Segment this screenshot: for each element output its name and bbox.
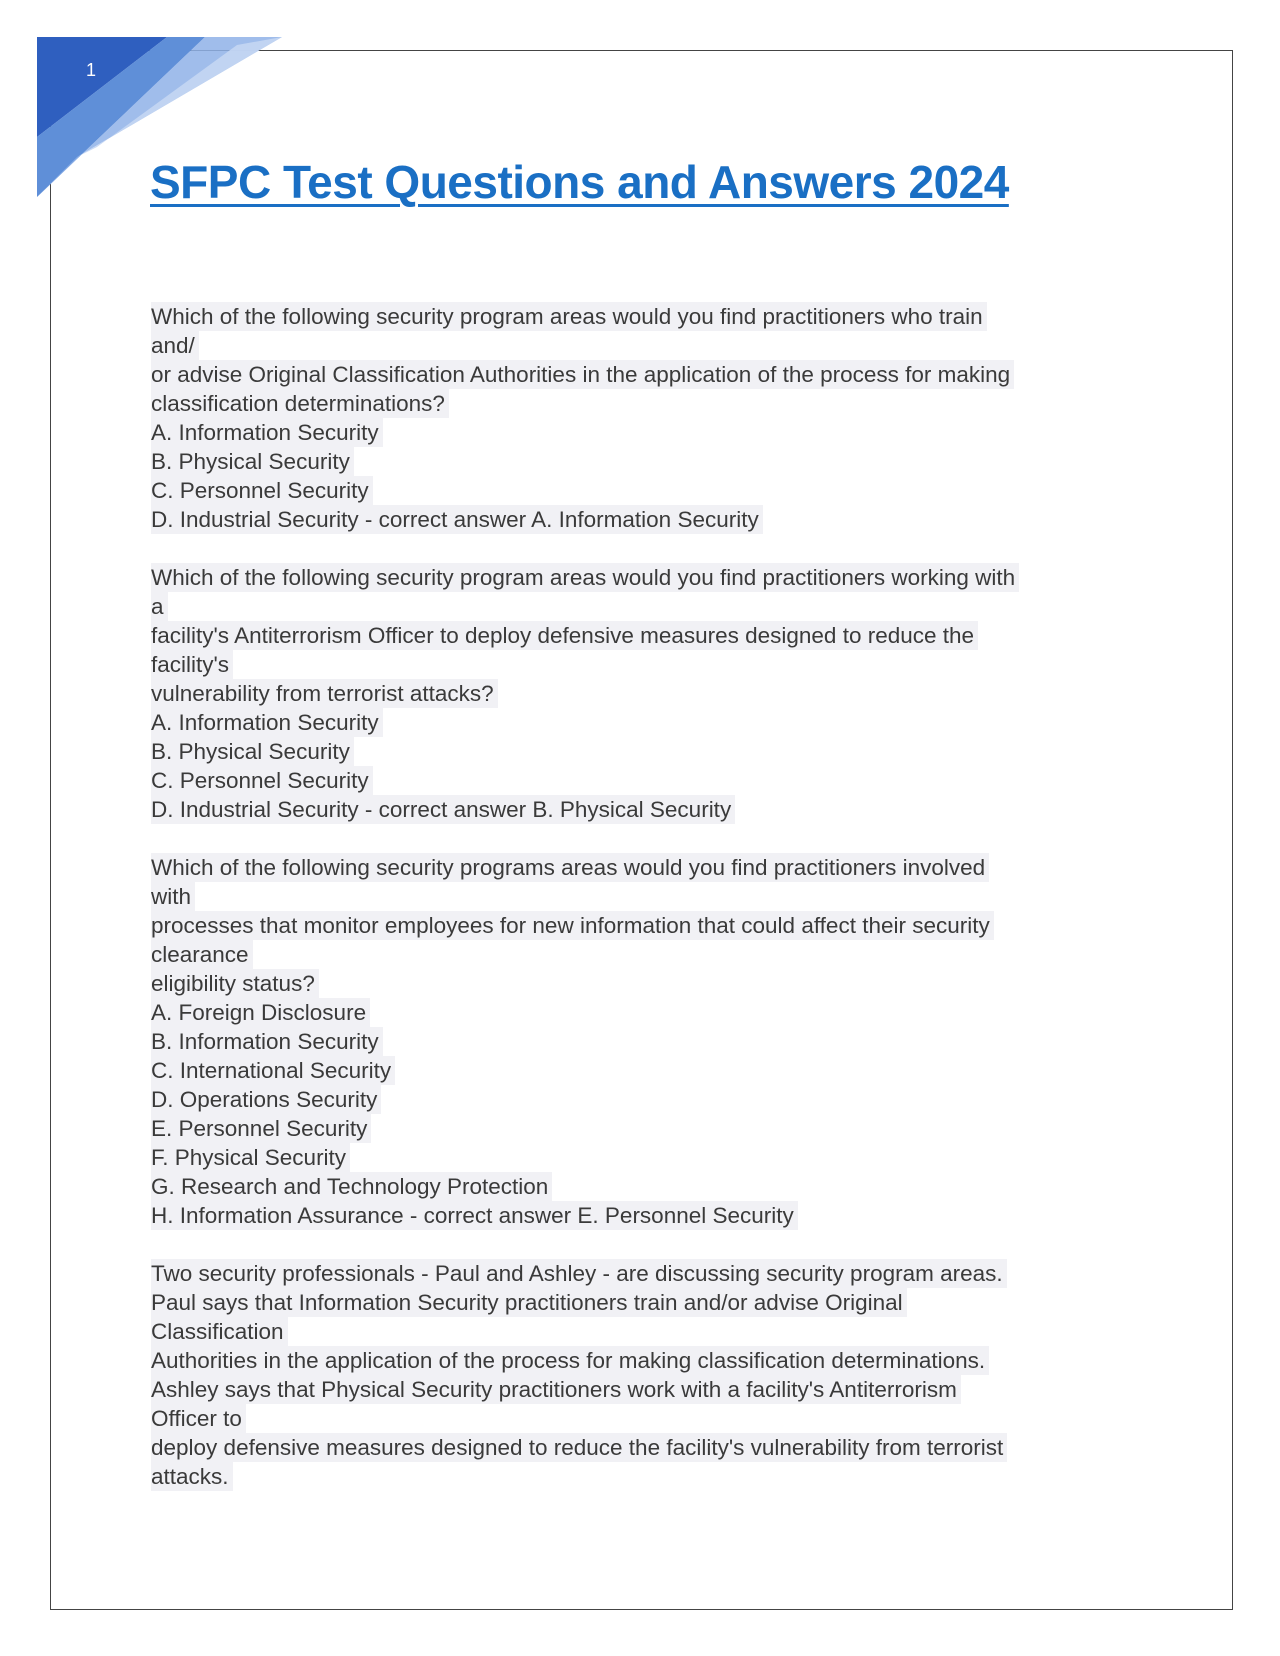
text-line: or advise Original Classification Authorities in the application of the process for making [151,360,1014,389]
text-line: Which of the following security program areas would you find practitioners working with [151,563,1019,592]
text-line: Authorities in the application of the process for making classification determinations. [151,1346,989,1375]
text-line: clearance [151,940,253,969]
document-body [151,302,1151,1520]
text-line: eligibility status? [151,969,319,998]
answer-option-correct: D. Industrial Security - correct answer A. Information Security [151,505,763,534]
text-line: Paul says that Information Security practitioners train and/or advise Original [151,1288,907,1317]
question-block-2 [151,563,1151,824]
text-line: deploy defensive measures designed to reduce the facility's vulnerability from terrorist [151,1433,1007,1462]
text-line: and/ [151,331,199,360]
question-block-1 [151,302,1151,534]
answer-option: G. Research and Technology Protection [151,1172,552,1201]
text-line: attacks. [151,1462,233,1491]
page-number: 1 [86,60,97,80]
answer-option: B. Physical Security [151,737,354,766]
text-line: Which of the following security program areas would you find practitioners who train [151,302,987,331]
answer-option: A. Foreign Disclosure [151,998,370,1027]
text-line: with [151,882,195,911]
answer-option: E. Personnel Security [151,1114,371,1143]
text-line: a [151,592,168,621]
answer-option: C. International Security [151,1056,395,1085]
answer-option: B. Physical Security [151,447,354,476]
answer-option: C. Personnel Security [151,476,373,505]
answer-option: D. Operations Security [151,1085,381,1114]
text-line: processes that monitor employees for new information that could affect their security [151,911,994,940]
answer-option-correct: H. Information Assurance - correct answer E. Personnel Security [151,1201,798,1230]
answer-option: B. Information Security [151,1027,383,1056]
answer-option: A. Information Security [151,708,383,737]
text-line: Which of the following security programs areas would you find practitioners involved [151,853,989,882]
answer-option: F. Physical Security [151,1143,350,1172]
document-title: SFPC Test Questions and Answers 2024 [150,156,1009,208]
text-line: vulnerability from terrorist attacks? [151,679,498,708]
question-block-4 [151,1259,1151,1491]
text-line: Ashley says that Physical Security practitioners work with a facility's Antiterrorism [151,1375,961,1404]
text-line: Classification [151,1317,288,1346]
text-line: facility's Antiterrorism Officer to deploy defensive measures designed to reduce the [151,621,978,650]
question-block-3 [151,853,1151,1230]
answer-option: A. Information Security [151,418,383,447]
text-line: Officer to [151,1404,246,1433]
answer-option: C. Personnel Security [151,766,373,795]
text-line: Two security professionals - Paul and Ashley - are discussing security program areas. [151,1259,1007,1288]
text-line: classification determinations? [151,389,449,418]
answer-option-correct: D. Industrial Security - correct answer B. Physical Security [151,795,735,824]
text-line: facility's [151,650,233,679]
